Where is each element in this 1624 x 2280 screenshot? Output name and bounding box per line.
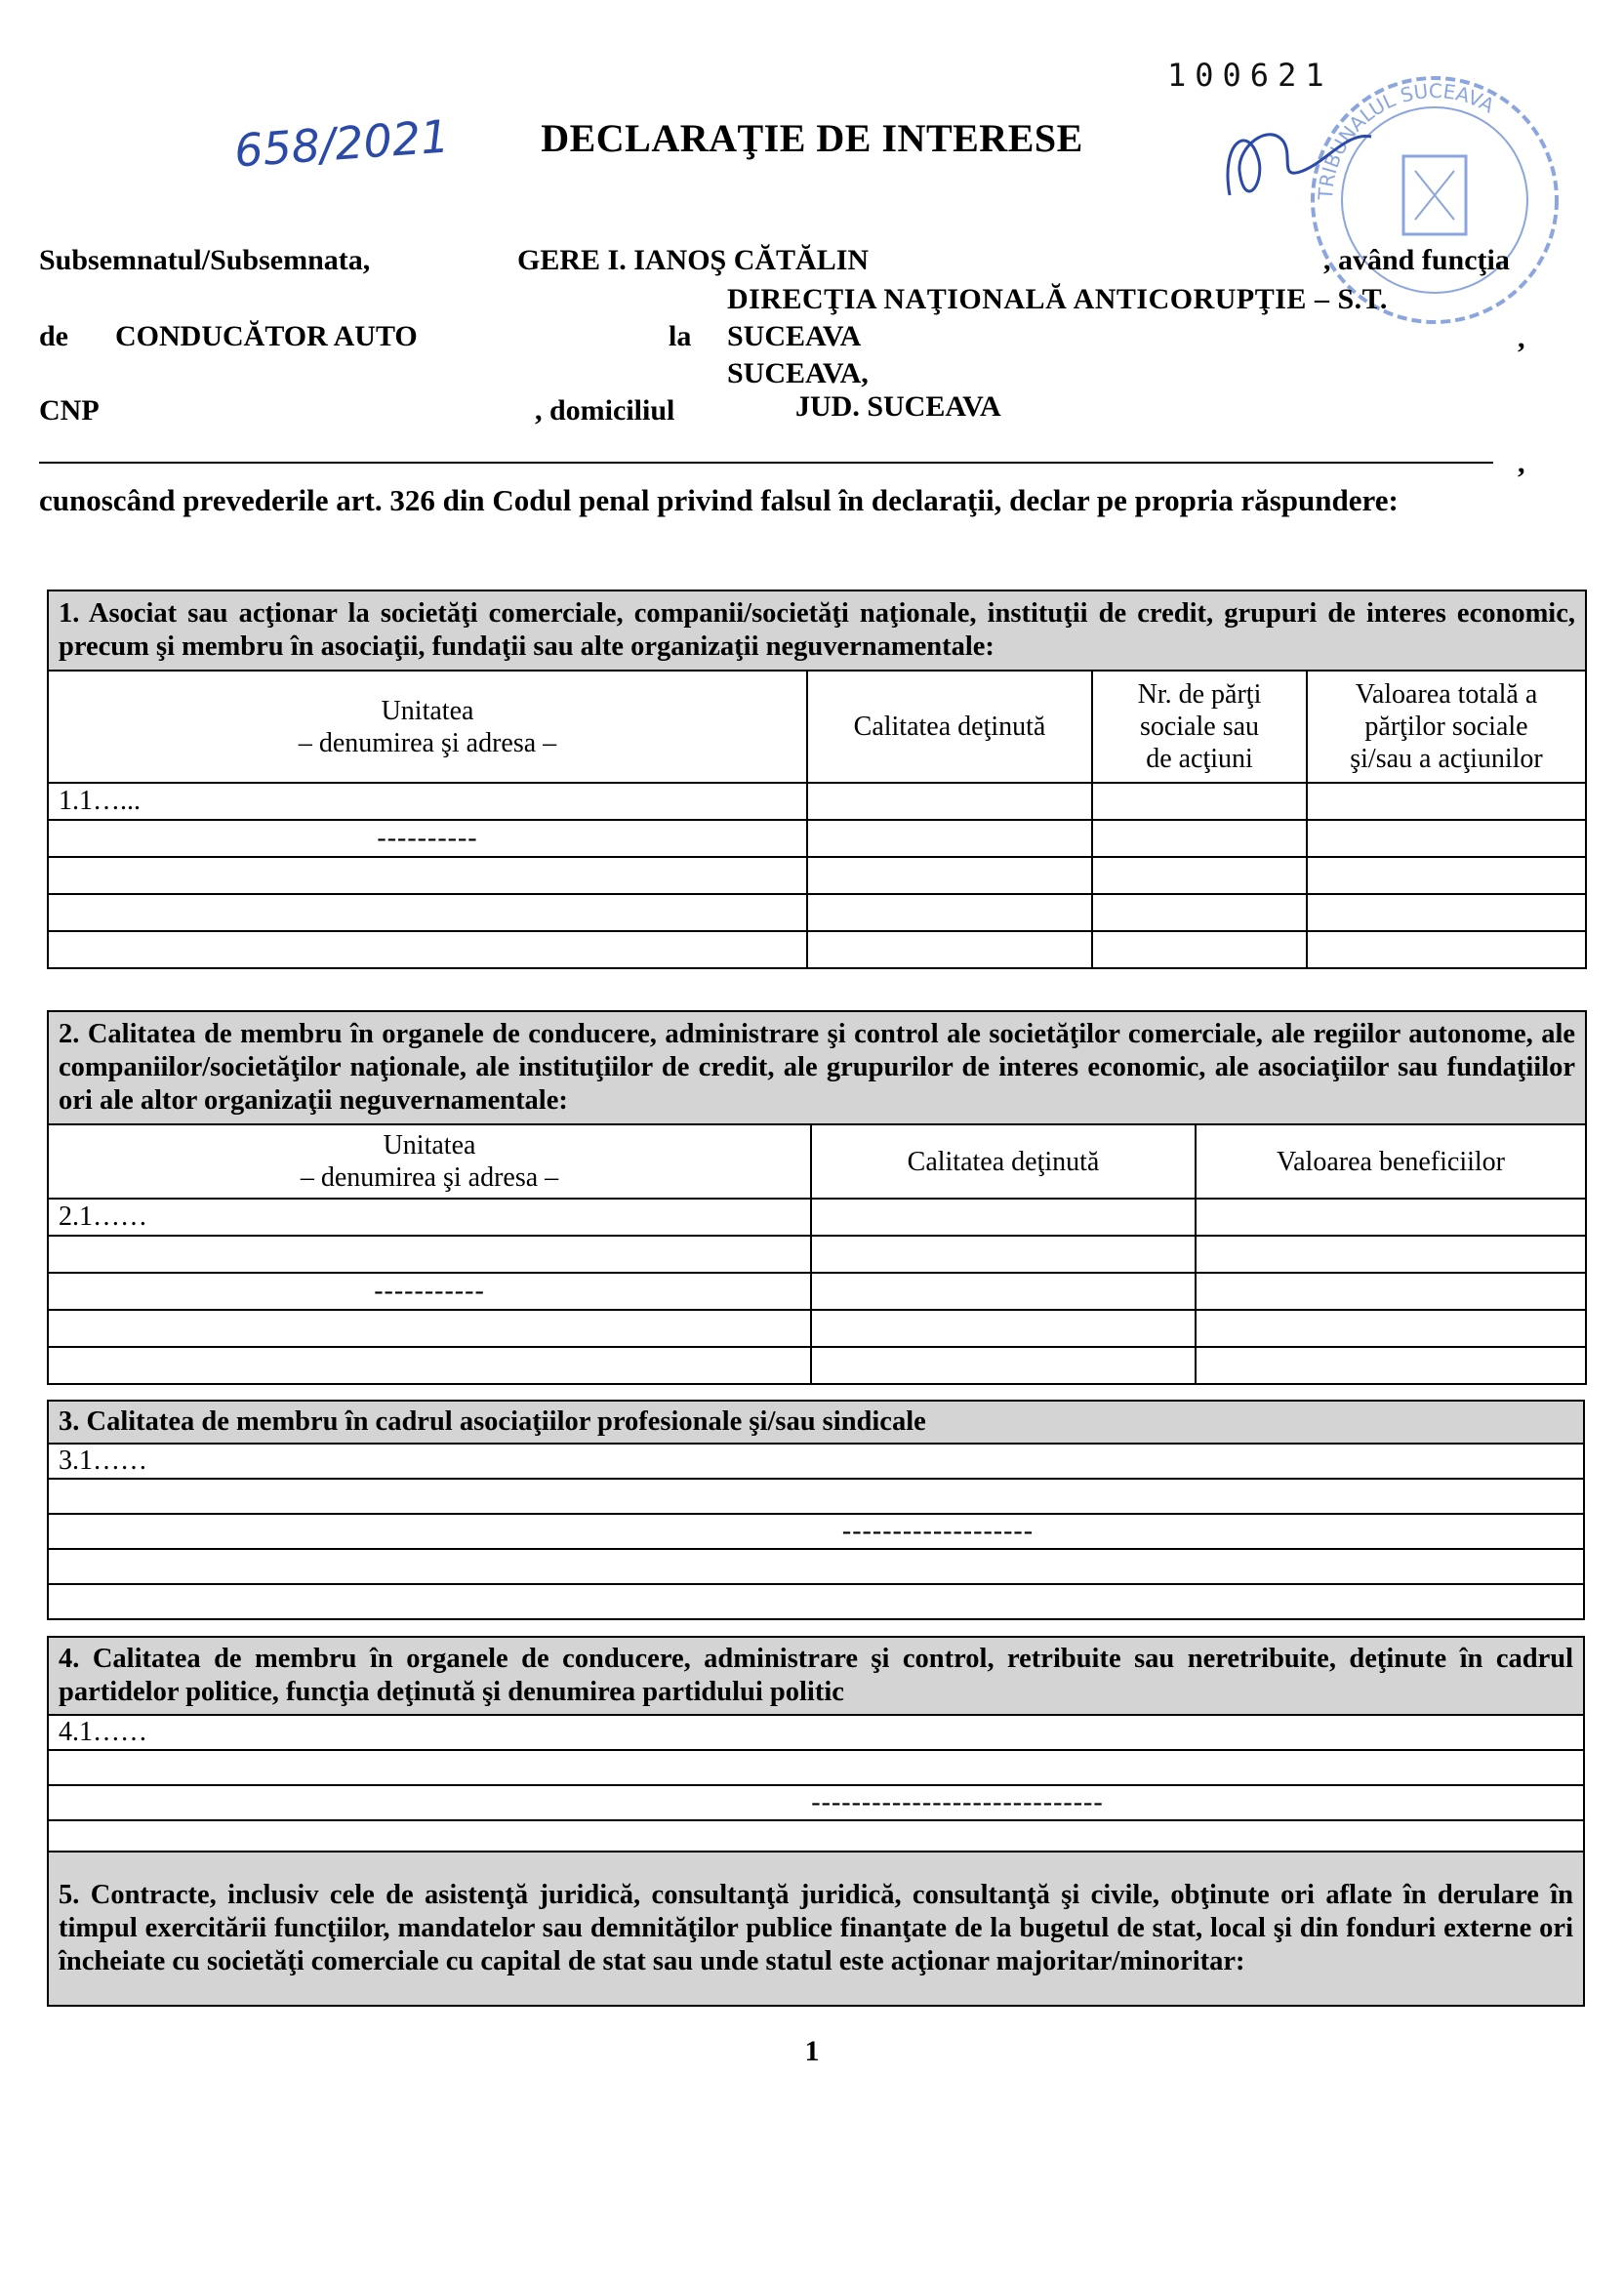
section3-dash: ------------------- <box>48 1514 1584 1549</box>
comma-1: , <box>1518 322 1525 354</box>
section2-row-label: 2.1…… <box>48 1199 811 1236</box>
de-label: de <box>39 320 68 352</box>
declarant-name: GERE I. IANOŞ CĂTĂLIN <box>517 244 870 276</box>
section2-dash: ----------- <box>48 1273 811 1310</box>
function-value: CONDUCĂTOR AUTO <box>115 320 418 352</box>
section1-title: 1. Asociat sau acţionar la societăţi comerciale, companii/societăţi naţionale, instituţii de credit, grupuri de interes economic, precum şi membru în asociaţii, fundaţii sau alte organizaţii neguvernamentale: <box>48 590 1586 671</box>
section2-col-unitatea: Unitatea – denumirea şi adresa – <box>48 1124 811 1199</box>
section5-table <box>47 1851 1585 2007</box>
address-underline <box>39 462 1493 464</box>
section3-title: 3. Calitatea de membru în cadrul asociaţiilor profesionale şi/sau sindicale <box>48 1401 1584 1444</box>
section1-col-nr-parti: Nr. de părţi sociale sau de acţiuni <box>1092 671 1307 783</box>
cnp-label: CNP <box>39 394 100 427</box>
section4-table <box>47 1636 1585 1856</box>
institution-line2: SUCEAVA <box>727 320 862 352</box>
signature <box>1210 102 1376 220</box>
section4-dash: ----------------------------- <box>48 1785 1584 1820</box>
section4-title: 4. Calitatea de membru în organele de conducere, administrare şi control, retribuite sau neretribuite, deţinute în cadrul partidelor politice, funcţia deţinută şi denumirea partidului politic <box>48 1637 1584 1715</box>
subsemnatul-label: Subsemnatul/Subsemnata, <box>39 244 371 276</box>
section2-title: 2. Calitatea de membru în organele de conducere, administrare şi control ale societăţilor comerciale, ale regiilor autonome, ale companiilor/societăţilor naţionale, ale instituţiilor de credit, ale grupurilor de interes economic, ale asociaţiilor sau fundaţiilor ori ale altor organizaţii neguvernamentale: <box>48 1011 1586 1124</box>
section2-table <box>47 1010 1587 1385</box>
section1-col-calitatea: Calitatea deţinută <box>807 671 1092 783</box>
section2-col-valoarea: Valoarea beneficiilor <box>1196 1124 1586 1199</box>
comma-2: , <box>1518 447 1525 479</box>
stamp-text: TRIBUNALUL SUCEAVA <box>1313 78 1499 201</box>
statement: cunoscând prevederile art. 326 din Codul penal privind falsul în declaraţii, declar pe propria răspundere: <box>39 483 1399 517</box>
section4-row-label: 4.1…… <box>48 1715 1584 1750</box>
section3-table <box>47 1400 1585 1620</box>
section1-col-valoarea: Valoarea totală a părţilor sociale şi/sau a acţiunilor <box>1307 671 1586 783</box>
avand-functia-label: , având funcţia <box>1323 244 1510 276</box>
institution-line1: DIRECŢIA NAŢIONALĂ ANTICORUPŢIE – S.T. <box>727 283 1388 315</box>
section1-dash: ---------- <box>48 820 807 857</box>
section1-table <box>47 590 1587 969</box>
section5-title: 5. Contracte, inclusiv cele de asistenţă juridică, consultanţă juridică, consultanţă şi civile, obţinute ori aflate în derulare în timpul exercitării funcţiilor, mandatelor sau demnităţilor publice finanţate de la bugetul de stat, local şi din fonduri externe ori încheiate cu societăţi comerciale cu capital de stat sau unde statul este acţionar majoritar/minoritar: <box>48 1852 1584 2006</box>
section1-row-label: 1.1…... <box>48 783 807 820</box>
page-number: 1 <box>804 2035 820 2067</box>
registration-number: 658/2021 <box>232 109 451 178</box>
address-line2: JUD. SUCEAVA <box>795 390 1001 423</box>
address-line1: SUCEAVA, <box>727 357 869 389</box>
domiciliul-label: , domiciliul <box>535 394 675 427</box>
section1-col-unitatea: Unitatea – denumirea şi adresa – <box>48 671 807 783</box>
la-label: la <box>669 320 692 352</box>
section3-row-label: 3.1…… <box>48 1444 1584 1479</box>
page-title: DECLARAŢIE DE INTERESE <box>541 116 1083 160</box>
document-number: 100621 <box>1167 57 1333 94</box>
section2-col-calitatea: Calitatea deţinută <box>811 1124 1196 1199</box>
